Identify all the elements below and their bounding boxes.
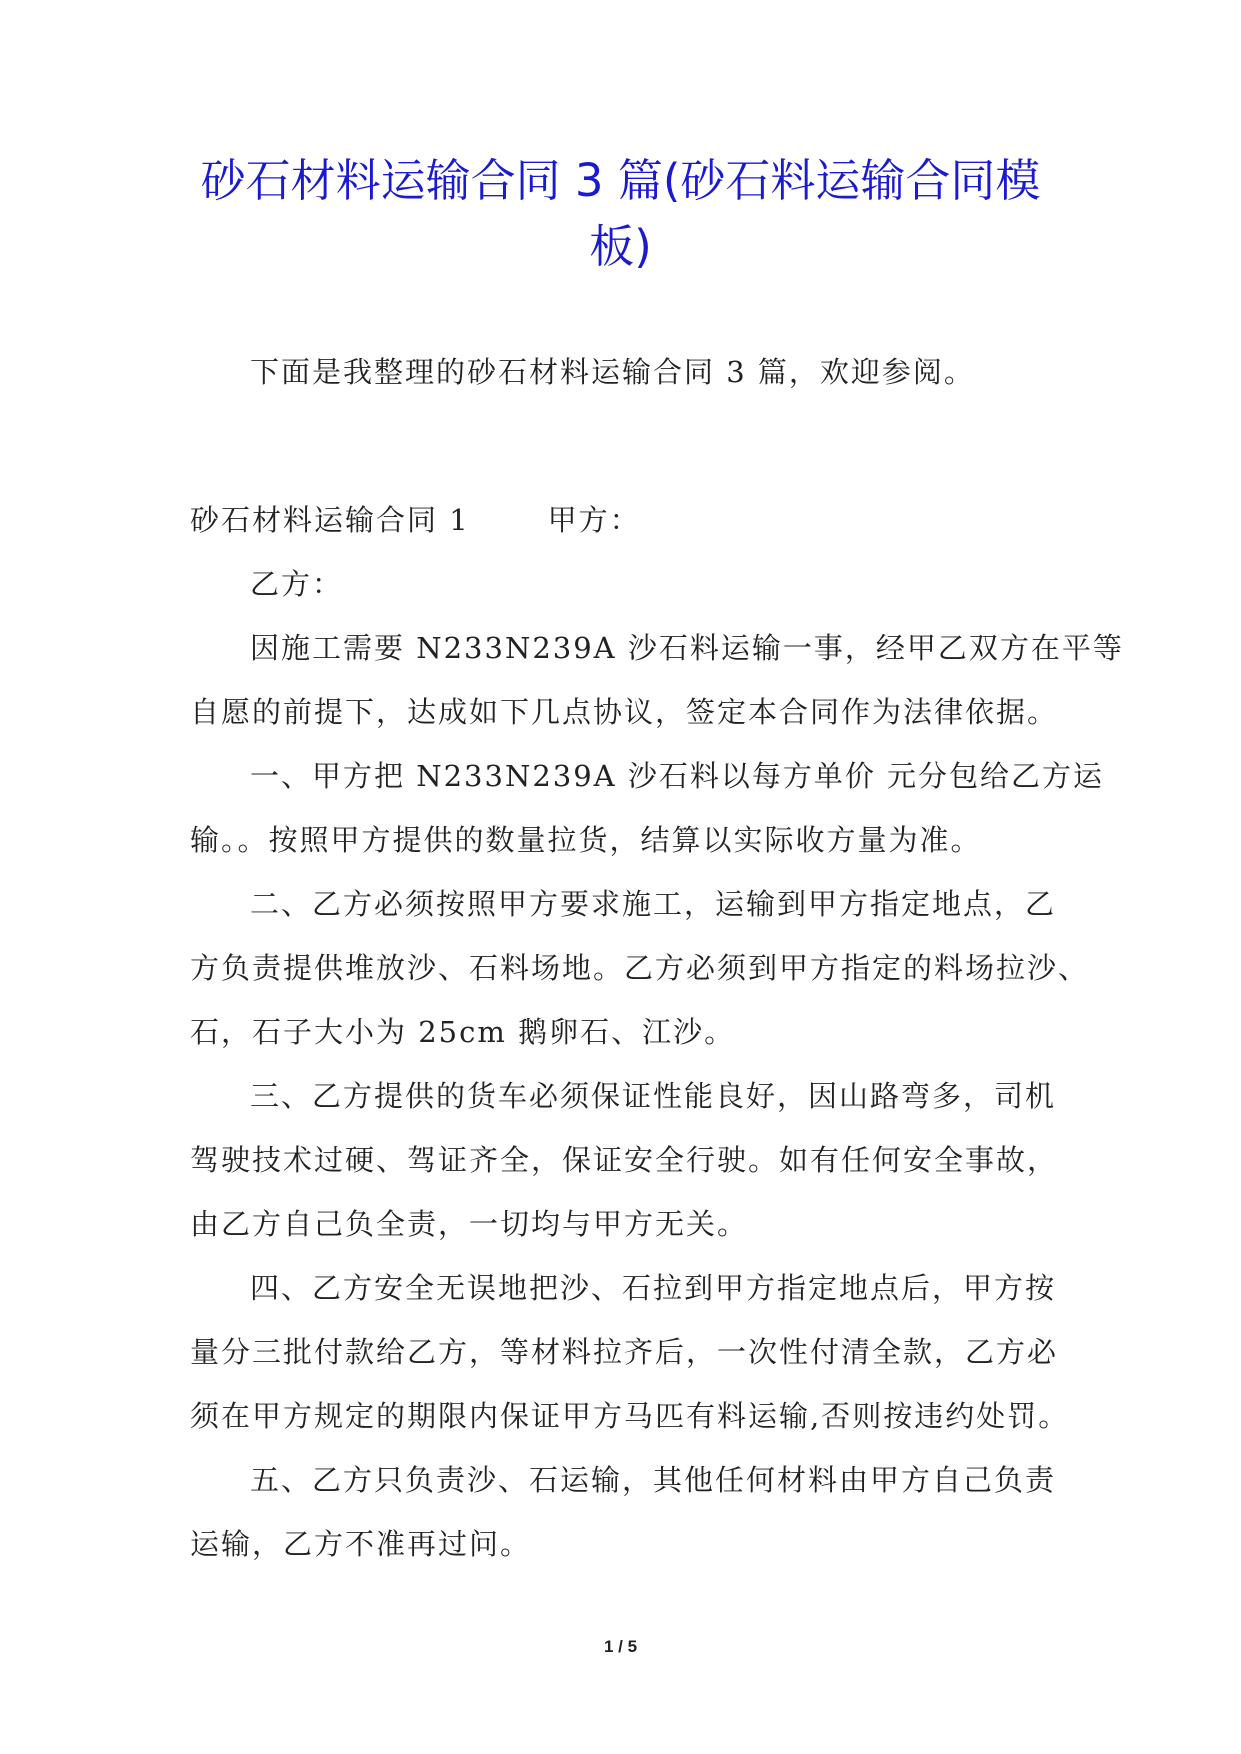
section-heading: 砂石材料运输合同 1 bbox=[190, 503, 470, 537]
party-a-label: 甲方： bbox=[547, 503, 641, 537]
paragraph-line: 方负责提供堆放沙、石料场地。乙方必须到甲方指定的料场拉沙、 bbox=[190, 951, 1090, 985]
paragraph-line: 驾驶技术过硬、驾证齐全，保证安全行驶。如有任何安全事故， bbox=[190, 1143, 1059, 1177]
clause-4 bbox=[190, 1256, 1070, 1448]
paragraph-line: 由乙方自己负全责，一切均与甲方无关。 bbox=[190, 1207, 749, 1241]
clause-3 bbox=[190, 1064, 1060, 1256]
paragraph-line: 须在甲方规定的期限内保证甲方马匹有料运输,否则按违约处罚。 bbox=[190, 1399, 1070, 1433]
section-heading-row bbox=[190, 488, 1060, 552]
paragraph-line: 石，石子大小为 25cm 鹅卵石、江沙。 bbox=[190, 1015, 736, 1049]
paragraph-line: 输。。按照甲方提供的数量拉货，结算以实际收方量为准。 bbox=[190, 823, 982, 857]
paragraph-line: 三、乙方提供的货车必须保证性能良好，因山路弯多，司机 bbox=[250, 1079, 1057, 1113]
paragraph-line: 一、甲方把 N233N239A 沙石料以每方单价 元分包给乙方运 bbox=[250, 759, 1105, 793]
paragraph-line: 因施工需要 N233N239A 沙石料运输一事，经甲乙双方在平等 bbox=[250, 631, 1124, 665]
paragraph-line: 四、乙方安全无误地把沙、石拉到甲方指定地点后，甲方按 bbox=[250, 1271, 1057, 1305]
clause-2 bbox=[190, 872, 1090, 1064]
contract-body bbox=[190, 488, 1124, 1576]
paragraph-line: 五、乙方只负责沙、石运输，其他任何材料由甲方自己负责 bbox=[250, 1463, 1057, 1497]
intro-paragraph: 下面是我整理的砂石材料运输合同 3 篇，欢迎参阅。 bbox=[250, 355, 975, 389]
title-line-1: 砂石材料运输合同 3 篇(砂石料运输合同模 bbox=[200, 154, 1041, 207]
paragraph-line: 二、乙方必须按照甲方要求施工，运输到甲方指定地点，乙 bbox=[250, 887, 1057, 921]
document-title bbox=[150, 148, 1091, 280]
paragraph-purpose bbox=[190, 616, 1124, 744]
party-b-label: 乙方： bbox=[250, 567, 344, 601]
clause-5 bbox=[190, 1448, 1060, 1576]
page-number: 1 / 5 bbox=[603, 1637, 638, 1656]
paragraph-line: 自愿的前提下，达成如下几点协议，签定本合同作为法律依据。 bbox=[190, 695, 1059, 729]
clause-1 bbox=[190, 744, 1105, 872]
paragraph-line: 量分三批付款给乙方，等材料拉齐后，一次性付清全款，乙方必 bbox=[190, 1335, 1059, 1369]
title-line-2: 板) bbox=[589, 220, 652, 273]
paragraph-line: 运输，乙方不准再过问。 bbox=[190, 1527, 532, 1561]
